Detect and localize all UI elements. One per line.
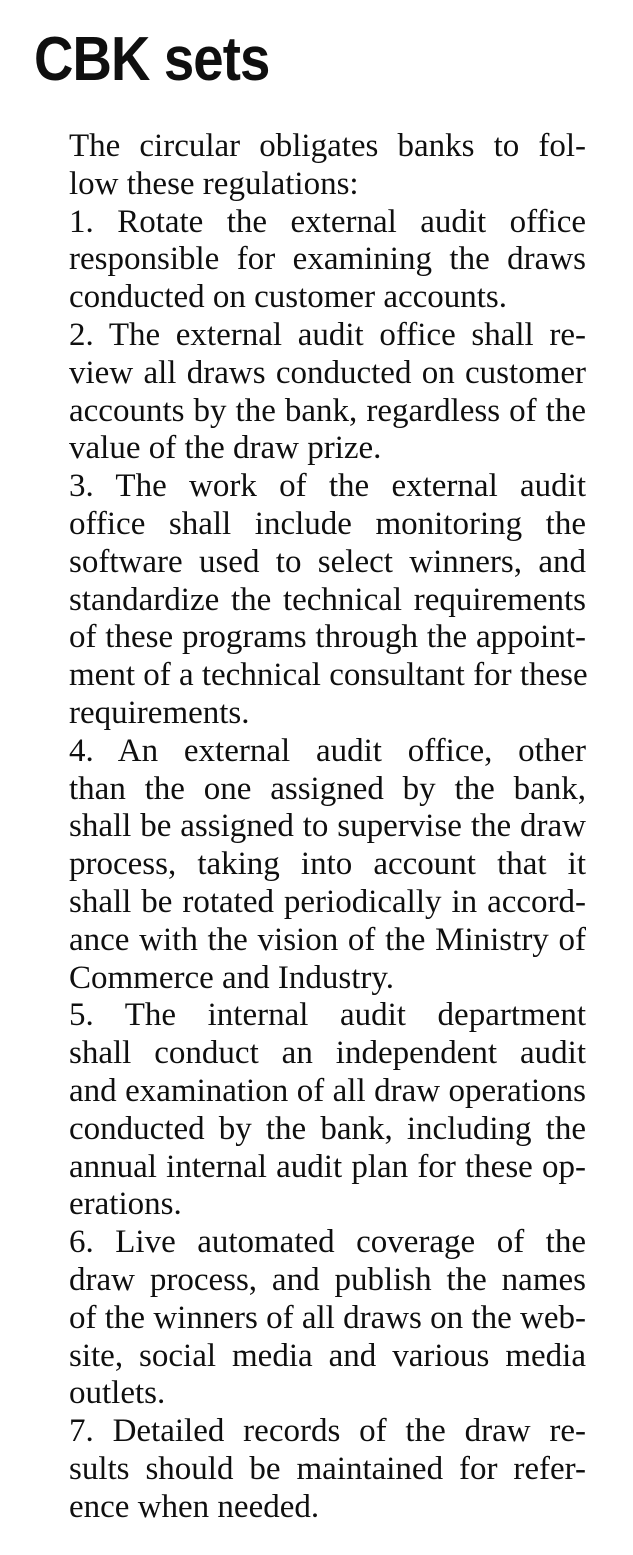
regulation-5 [35, 997, 586, 1224]
text-line: erations. [69, 1186, 182, 1223]
intro-paragraph [35, 128, 586, 204]
text-line: shall be rotated periodically in accord- [69, 883, 586, 920]
text-line: view all draws conducted on customer [69, 354, 586, 391]
text-line: 7. Detailed records of the draw re- [69, 1413, 586, 1450]
text-line: sults should be maintained for refer- [69, 1450, 586, 1487]
text-line: conducted on customer accounts. [69, 279, 508, 316]
text-line: 4. An external audit office, other [69, 732, 586, 769]
text-line: conducted by the bank, including the [69, 1110, 586, 1147]
regulation-7 [35, 1413, 586, 1526]
text-line: 6. Live automated coverage of the [69, 1224, 586, 1261]
text-line: 5. The internal audit department [69, 997, 586, 1034]
text-line: 2. The external audit office shall re- [69, 316, 586, 353]
text-line: ence when needed. [69, 1488, 320, 1525]
text-line: of the winners of all draws on the web- [69, 1299, 586, 1336]
text-line: ance with the vision of the Ministry of [69, 921, 586, 958]
text-line: process, taking into account that it [69, 846, 586, 883]
text-line: 3. The work of the external audit [69, 468, 586, 505]
text-line: accounts by the bank, regardless of the [69, 392, 586, 429]
text-line: low these regulations: [69, 165, 359, 202]
text-line: of these programs through the appoint- [69, 619, 586, 656]
regulation-3 [35, 468, 586, 733]
headline: CBK sets [34, 25, 270, 94]
article-body [35, 128, 586, 1526]
text-line: outlets. [69, 1375, 166, 1412]
text-line: annual internal audit plan for these op- [69, 1148, 586, 1185]
text-line: The circular obligates banks to fol- [69, 128, 586, 164]
text-line: software used to select winners, and [69, 543, 586, 580]
regulation-1 [35, 204, 586, 317]
text-line: shall conduct an independent audit [69, 1035, 586, 1072]
text-line: standardize the technical requirements [69, 581, 586, 618]
text-line: than the one assigned by the bank, [69, 770, 586, 807]
text-line: ment of a technical consultant for these [69, 657, 588, 694]
text-line: draw process, and publish the names [69, 1261, 586, 1298]
text-line: value of the draw prize. [69, 430, 382, 467]
text-line: responsible for examining the draws [69, 241, 586, 278]
text-line: Commerce and Industry. [69, 959, 395, 996]
text-line: site, social media and various media [69, 1337, 586, 1374]
text-line: requirements. [69, 694, 250, 731]
regulation-2 [35, 317, 586, 468]
text-line: office shall include monitoring the [69, 505, 586, 542]
text-line: shall be assigned to supervise the draw [69, 808, 586, 845]
regulation-6 [35, 1224, 586, 1413]
regulation-4 [35, 733, 586, 998]
text-line: 1. Rotate the external audit office [69, 203, 586, 240]
text-line: and examination of all draw operations [69, 1072, 586, 1109]
